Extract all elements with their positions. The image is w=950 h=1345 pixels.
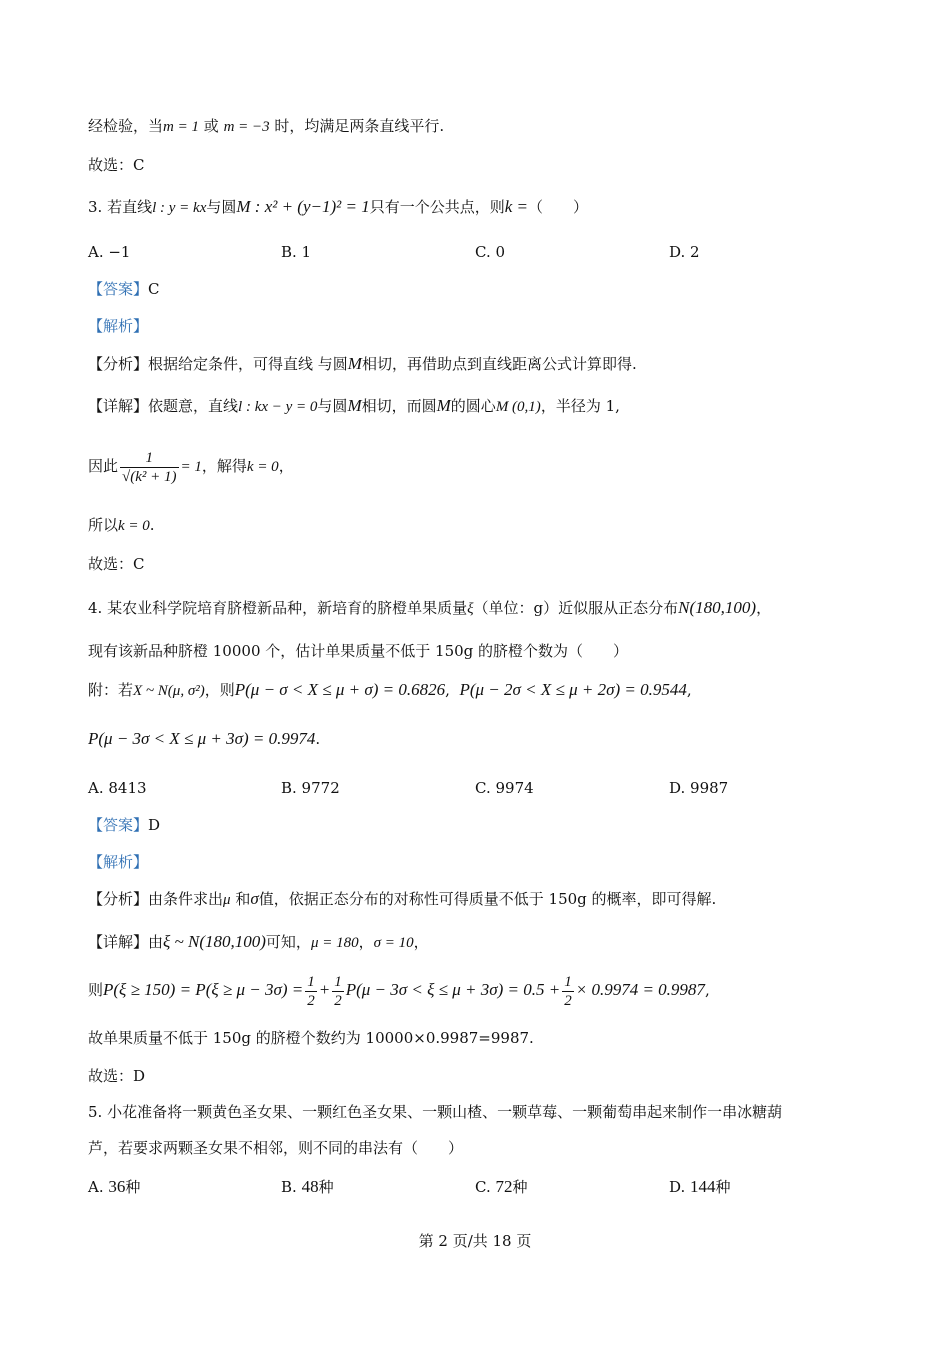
- text-line: 故单果质量不低于 150g 的脐橙个数约为 10000×0.9987=9987.: [88, 1029, 534, 1047]
- text-line: 故选：D: [88, 1067, 146, 1085]
- text: D.: [669, 1178, 686, 1196]
- text-line: [88, 515, 155, 536]
- text: 或: [203, 117, 219, 135]
- text: B.: [281, 1178, 297, 1196]
- text: 种: [512, 1178, 528, 1196]
- xiangjie-line: [88, 396, 620, 417]
- text: A.: [88, 1178, 104, 1196]
- fraction: [120, 449, 179, 486]
- math: = 1: [180, 459, 202, 475]
- math: l : y = kx: [152, 200, 207, 216]
- text: 根据给定条件，可得直线 与圆: [148, 355, 348, 373]
- math: × 0.9974 = 0.9987: [575, 980, 705, 999]
- text: （单位：g）近似服从正态分布: [473, 599, 679, 617]
- text: 种: [125, 1178, 141, 1196]
- math: 48: [301, 1177, 319, 1196]
- answer-line: [88, 279, 160, 299]
- text: 的圆心: [450, 397, 496, 415]
- text: 由条件求出: [148, 890, 224, 908]
- math: M: [347, 354, 362, 373]
- numerator: 1: [307, 973, 315, 990]
- denominator: 2: [334, 992, 342, 1009]
- math: ξ: [467, 601, 474, 617]
- text: 由: [148, 933, 164, 951]
- question-3: [88, 197, 588, 218]
- text-line: 故选：C: [88, 156, 145, 174]
- math: l : kx − y = 0: [238, 399, 318, 415]
- math: k =: [504, 197, 529, 216]
- option-a: [88, 1177, 140, 1197]
- question-5: 5. 小花准备将一颗黄色圣女果、一颗红色圣女果、一颗山楂、一颗草莓、一颗葡萄串起来制作一串冰糖葫: [88, 1103, 783, 1121]
- math: 144: [690, 1177, 716, 1196]
- option-c: C. 9974: [475, 779, 534, 797]
- xiangjie-tag: 【详解】: [88, 397, 149, 415]
- answer-tag: 【答案】: [88, 816, 149, 834]
- math: M: [347, 396, 362, 415]
- math: k = 0: [118, 518, 150, 534]
- math: σ = 10: [373, 935, 414, 951]
- text: 可知，: [265, 933, 311, 951]
- denominator: √(k² + 1): [122, 468, 177, 485]
- question-5-cont: 芦，若要求两颗圣女果不相邻，则不同的串法有（ ）: [88, 1139, 464, 1157]
- text: 4. 某农业科学院培育脐橙新品种，新培育的脐橙单果质量: [88, 599, 468, 617]
- math: P(ξ ≥ 150) = P(ξ ≥ μ − 3σ) =: [103, 980, 304, 999]
- text: 和: [235, 890, 251, 908]
- text-line: 现有该新品种脐橙 10000 个，估计单果质量不低于 150g 的脐橙个数为（ ）: [88, 642, 629, 660]
- math: M : x² + (y−1)² = 1: [236, 197, 370, 216]
- answer-tag: 【答案】: [88, 280, 149, 298]
- answer-value: D: [148, 816, 161, 834]
- text-line: 故选：C: [88, 555, 145, 573]
- fenxi-line: [88, 889, 716, 910]
- option-d: [669, 1177, 731, 1197]
- fraction: [332, 973, 344, 1010]
- xiangjie-tag: 【详解】: [88, 933, 149, 951]
- calc-line: 则P(ξ ≥ 150) = P(ξ ≥ μ − 3σ) = $\frac{1}{2}$ + $\frac{1}{2}$ P(μ − 3σ < ξ ≤ μ + 3σ) = 0.5 + $\frac{1}{2}$ × 0.9974 = 0.9987,: [88, 973, 710, 1009]
- numerator: 1: [564, 973, 572, 990]
- math: P(μ − 2σ < X ≤ μ + 2σ) = 0.9544: [459, 680, 687, 699]
- math: σ: [250, 889, 259, 908]
- text: ，则: [204, 681, 235, 699]
- fraction: [562, 973, 574, 1010]
- math: N(180,100): [678, 598, 757, 617]
- xiangjie-line: [88, 932, 429, 953]
- text: 附：若: [88, 681, 134, 699]
- option-b: [281, 1177, 334, 1197]
- text: 种: [318, 1178, 334, 1196]
- text: 与圆: [206, 198, 237, 216]
- text: .: [149, 516, 155, 534]
- answer-line: [88, 815, 160, 835]
- option-d: D. 2: [669, 243, 700, 261]
- denominator: 2: [307, 992, 315, 1009]
- text: 时，均满足两条直线平行.: [274, 117, 445, 135]
- math: μ: [223, 892, 231, 908]
- text: ，: [278, 457, 294, 475]
- math: P(μ − 3σ < X ≤ μ + 3σ) = 0.9974: [88, 729, 316, 748]
- fenxi-line: [88, 354, 637, 374]
- math: M: [436, 396, 451, 415]
- text: 与圆: [317, 397, 348, 415]
- text: 因此: [88, 457, 119, 475]
- option-b: B. 9772: [281, 779, 340, 797]
- fraction: [305, 973, 317, 1010]
- numerator: 1: [145, 449, 154, 466]
- analysis-tag: 【解析】: [88, 317, 149, 335]
- math: X ~ N(μ, σ²): [133, 683, 205, 699]
- option-a: A. −1: [88, 243, 131, 261]
- numerator: 1: [334, 973, 342, 990]
- fenxi-tag: 【分析】: [88, 355, 149, 373]
- option-c: [475, 1177, 528, 1197]
- text: ，: [413, 933, 429, 951]
- math: P(μ − 3σ < ξ ≤ μ + 3σ) = 0.5 +: [345, 980, 561, 999]
- text: 值，依据正态分布的对称性可得质量不低于 150g 的概率，即可得解.: [258, 890, 717, 908]
- math: m = −3: [223, 119, 270, 135]
- text: 只有一个公共点，则: [369, 198, 505, 216]
- math: 36: [108, 1177, 126, 1196]
- text: ，: [358, 933, 374, 951]
- text: 相切，而圆: [361, 397, 437, 415]
- text: 相切，再借助点到直线距离公式计算即得.: [361, 355, 637, 373]
- page-footer: 第 2 页/共 18 页: [418, 1232, 532, 1250]
- option-d: D. 9987: [669, 779, 729, 797]
- text: 依题意，直线: [148, 397, 239, 415]
- appendix-line: 附：若X ~ N(μ, σ²)，则P(μ − σ < X ≤ μ + σ) = 0.6826, P(μ − 2σ < X ≤ μ + 2σ) = 0.9544,: [88, 680, 692, 699]
- option-a: A. 8413: [88, 779, 147, 797]
- text: 3. 若直线: [88, 198, 153, 216]
- option-b: B. 1: [281, 243, 312, 261]
- text: ，解得: [201, 457, 247, 475]
- text: 所以: [88, 516, 119, 534]
- denominator: 2: [564, 992, 572, 1009]
- math: 72: [495, 1177, 513, 1196]
- answer-value: C: [148, 280, 160, 298]
- analysis-tag: 【解析】: [88, 853, 149, 871]
- text: ，: [756, 599, 772, 617]
- text: （ ）: [528, 198, 589, 216]
- math: k = 0: [246, 459, 279, 475]
- math: M (0,1): [495, 399, 541, 415]
- text: 经检验，当: [88, 117, 164, 135]
- math: ξ ~ N(180,100): [163, 932, 266, 951]
- math: m = 1: [163, 119, 199, 135]
- text: 种: [715, 1178, 731, 1196]
- option-c: C. 0: [475, 243, 506, 261]
- text: C.: [475, 1178, 491, 1196]
- text: 则: [88, 981, 104, 999]
- math: +: [318, 980, 331, 999]
- fenxi-tag: 【分析】: [88, 890, 149, 908]
- text-line: [88, 116, 444, 137]
- question-4: [88, 598, 771, 619]
- text: ，半径为 1,: [540, 397, 620, 415]
- fraction-line: [88, 446, 294, 487]
- appendix-line: P(μ − 3σ < X ≤ μ + 3σ) = 0.9974.: [88, 729, 321, 748]
- math: P(μ − σ < X ≤ μ + σ) = 0.6826: [234, 680, 446, 699]
- math: μ = 180: [310, 935, 359, 951]
